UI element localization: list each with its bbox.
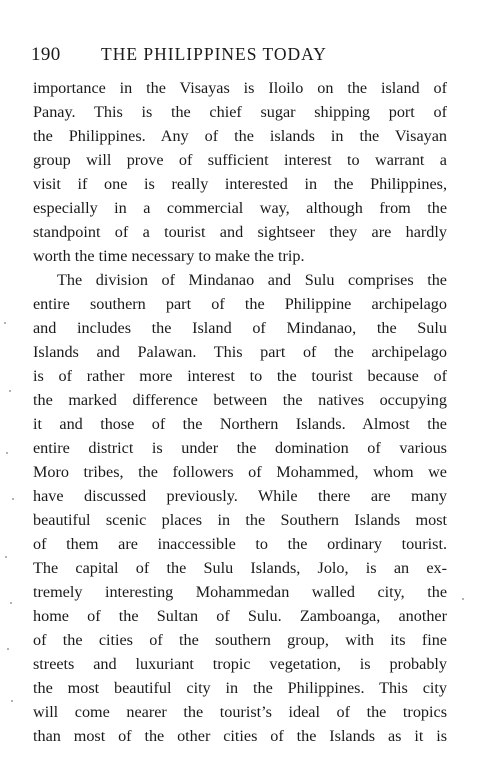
scan-speck <box>9 390 11 392</box>
scan-speck <box>7 648 9 650</box>
scan-speck <box>12 498 14 500</box>
text-line: group will prove of sufficient interest to warrant a <box>33 151 447 169</box>
text-line: than most of the other cities of the Islands as it is <box>33 727 447 745</box>
text-line: home of the Sultan of Sulu. Zamboanga, another <box>33 607 447 625</box>
text-line: especially in a commercial way, although from the <box>33 199 447 217</box>
running-head <box>31 44 451 72</box>
text-line: Panay. This is the chief sugar shipping port of <box>33 103 447 121</box>
text-line: worth the time necessary to make the trip. <box>33 247 305 265</box>
scan-speck <box>4 322 6 324</box>
text-line: streets and luxuriant tropic vegetation, is probably <box>33 655 447 673</box>
text-line: have discussed previously. While there are many <box>33 487 447 505</box>
text-line: it and those of the Northern Islands. Almost the <box>33 415 447 433</box>
text-line: The capital of the Sulu Islands, Jolo, is an ex- <box>33 559 447 577</box>
scan-speck <box>462 598 464 600</box>
text-line: the marked difference between the natives occupying <box>33 391 447 409</box>
text-line: tremely interesting Mohammedan walled city, the <box>33 583 447 601</box>
text-line: of them are inaccessible to the ordinary tourist. <box>33 535 447 553</box>
text-line: Moro tribes, the followers of Mohammed, whom we <box>33 463 447 481</box>
text-line: importance in the Visayas is Iloilo on the island of <box>33 79 447 97</box>
page-number: 190 <box>31 44 61 65</box>
text-line: The division of Mindanao and Sulu comprises the <box>57 271 447 289</box>
text-line: beautiful scenic places in the Southern Islands most <box>33 511 447 529</box>
scan-speck <box>11 700 13 702</box>
running-title: THE PHILIPPINES TODAY <box>101 44 327 64</box>
text-line: will come nearer the tourist’s ideal of the tropics <box>33 703 447 721</box>
text-line: entire district is under the domination of various <box>33 439 447 457</box>
text-line: of the cities of the southern group, with its fine <box>33 631 447 649</box>
text-line: the most beautiful city in the Philippines. This city <box>33 679 447 697</box>
text-line: and includes the Island of Mindanao, the Sulu <box>33 319 447 337</box>
text-line: Islands and Palawan. This part of the archipelago <box>33 343 447 361</box>
text-line: the Philippines. Any of the islands in the Visayan <box>33 127 447 145</box>
scan-speck <box>6 452 8 454</box>
text-line: standpoint of a tourist and sightseer they are hardly <box>33 223 447 241</box>
text-line: is of rather more interest to the tourist because of <box>33 367 447 385</box>
scan-speck <box>5 556 7 558</box>
text-line: visit if one is really interested in the Philippines, <box>33 175 447 193</box>
text-line: entire southern part of the Philippine archipelago <box>33 295 447 313</box>
scan-speck <box>10 602 12 604</box>
